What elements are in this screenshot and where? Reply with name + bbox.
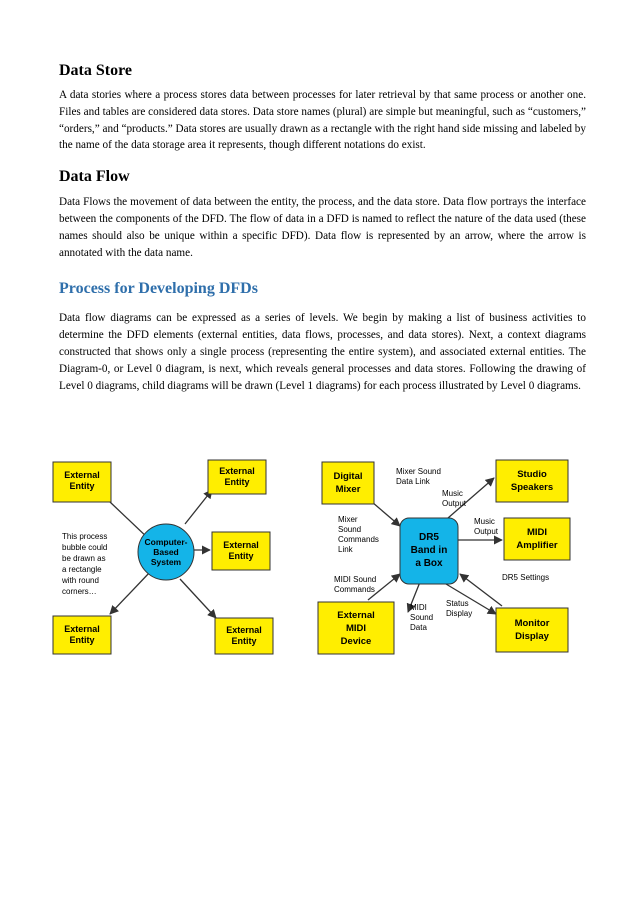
dr5-line2: Band in — [410, 545, 448, 556]
heading-process-dfd: Process for Developing DFDs — [59, 280, 258, 298]
midi-amplifier-line1: MIDI — [526, 527, 548, 538]
digital-mixer-box — [322, 462, 374, 504]
label-status-line1: Status — [446, 599, 469, 608]
heading-data-flow: Data Flow — [59, 168, 130, 186]
dr5-line1: DR5 — [418, 532, 440, 543]
paragraph-process-dfd: Data flow diagrams can be expressed as a series of levels. We begin by making a list of business activities to determine the DFD elements (external entities, data flows, processes, and data stores). Next, a context diagrams constructed that shows only a single process (representing the entire system), and associated external entities. The Diagram-0, or Level 0 diagram, is next, which reveals general processes and data stores. Following the drawing of Level 0 diagrams, child diagrams will be drawn (Level 1 diagrams) for each process illustrated by Level 0 diagrams. — [59, 312, 586, 392]
note-line1: This process — [62, 532, 108, 541]
monitor-display-box — [496, 608, 568, 652]
context-diagram — [53, 460, 273, 654]
label-music-output1-line2: Output — [442, 499, 467, 508]
label-midi-data-line2: Sound — [410, 613, 434, 622]
entity-tl-line1: External — [64, 470, 100, 480]
midi-amplifier-box — [504, 518, 570, 560]
entity-tr-line1: External — [219, 466, 255, 476]
label-mixer-sound-line1: Mixer Sound — [396, 467, 441, 476]
paragraph-data-store: A data stories where a process stores data between processes for later retrieval by that same process or another one. Files and tables are considered data stores. Data store names (plural) are simple but meaningful, such as “customers,” “orders,” and “products.” Data stores are usually drawn as a rectangle with the right hand side missing and labeled by the name of the data storage area it represents, though different notations do exist. — [59, 89, 586, 152]
entity-bl-line1: External — [64, 624, 100, 634]
studio-speakers-line2: Speakers — [510, 482, 554, 493]
studio-speakers-box — [496, 460, 568, 502]
label-music-output2-line1: Music — [474, 517, 495, 526]
arrow-process-to-br — [180, 579, 216, 618]
entity-tr-line2: Entity — [224, 477, 250, 487]
dr5-line3: a Box — [415, 558, 443, 569]
digital-mixer-line2: Mixer — [335, 484, 361, 495]
entity-mr-line1: External — [223, 540, 259, 550]
arrow-process-to-tr — [185, 490, 212, 524]
note-line5: with round — [62, 576, 99, 585]
midi-amplifier-line2: Amplifier — [516, 540, 558, 551]
digital-mixer-line1: Digital — [333, 471, 363, 482]
label-midi-data-line1: MIDI — [410, 603, 427, 612]
page-content — [59, 62, 586, 394]
external-midi-line3: Device — [340, 636, 372, 647]
arrow-process-to-bl — [110, 572, 150, 614]
paragraph-data-flow: Data Flows the movement of data between the entity, the process, and the data store. Data flow portrays the interface between the components of the DFD. The flow of data in a DFD is named to reflect the nature of the data used (these names should also be unique within a specific DFD). Data flow is represented by an arrow, where the arrow is annotated with the data name. — [59, 196, 586, 259]
label-mixer-commands-line2: Sound — [338, 525, 362, 534]
label-status-line2: Display — [446, 609, 473, 618]
note-line4: a rectangle — [62, 565, 102, 574]
process-line3: System — [150, 557, 182, 567]
section-data-store — [59, 62, 586, 154]
process-line1: Computer- — [144, 537, 188, 547]
section-process-dfd — [59, 280, 586, 394]
note-line3: be drawn as — [62, 554, 106, 563]
label-music-output1-line1: Music — [442, 489, 463, 498]
entity-mr-line2: Entity — [228, 551, 254, 561]
label-midi-data-line3: Data — [410, 623, 427, 632]
process-note — [61, 532, 107, 596]
studio-speakers-line1: Studio — [517, 469, 547, 480]
arrow-dr5-to-speakers — [448, 478, 494, 518]
label-mixer-sound-line2: Data Link — [396, 477, 430, 486]
label-midi-commands-line1: MIDI Sound — [334, 575, 377, 584]
label-music-output2-line2: Output — [474, 527, 499, 536]
external-midi-line2: MIDI — [345, 623, 367, 634]
process-line2: Based — [153, 547, 179, 557]
dfd-figures-svg — [50, 452, 590, 662]
entity-br-line2: Entity — [231, 636, 257, 646]
heading-data-store: Data Store — [59, 62, 133, 79]
label-mixer-commands-line4: Link — [338, 545, 353, 554]
entity-bl-line2: Entity — [69, 635, 95, 645]
entity-tl-line2: Entity — [69, 481, 95, 491]
note-line6: corners… — [62, 587, 97, 596]
label-mixer-commands-line3: Commands — [338, 535, 379, 544]
label-dr5-settings: DR5 Settings — [502, 573, 550, 582]
external-midi-line1: External — [337, 610, 375, 621]
dr5-diagram — [318, 460, 570, 654]
section-data-flow — [59, 168, 586, 261]
entity-br-line1: External — [226, 625, 262, 635]
monitor-display-line2: Display — [515, 631, 549, 642]
arrow-mixer-to-dr5 — [372, 502, 400, 526]
note-line2: bubble could — [62, 543, 108, 552]
label-midi-commands-line2: Commands — [334, 585, 375, 594]
monitor-display-line1: Monitor — [514, 618, 550, 629]
label-mixer-commands-line1: Mixer — [338, 515, 358, 524]
figures — [50, 452, 590, 662]
